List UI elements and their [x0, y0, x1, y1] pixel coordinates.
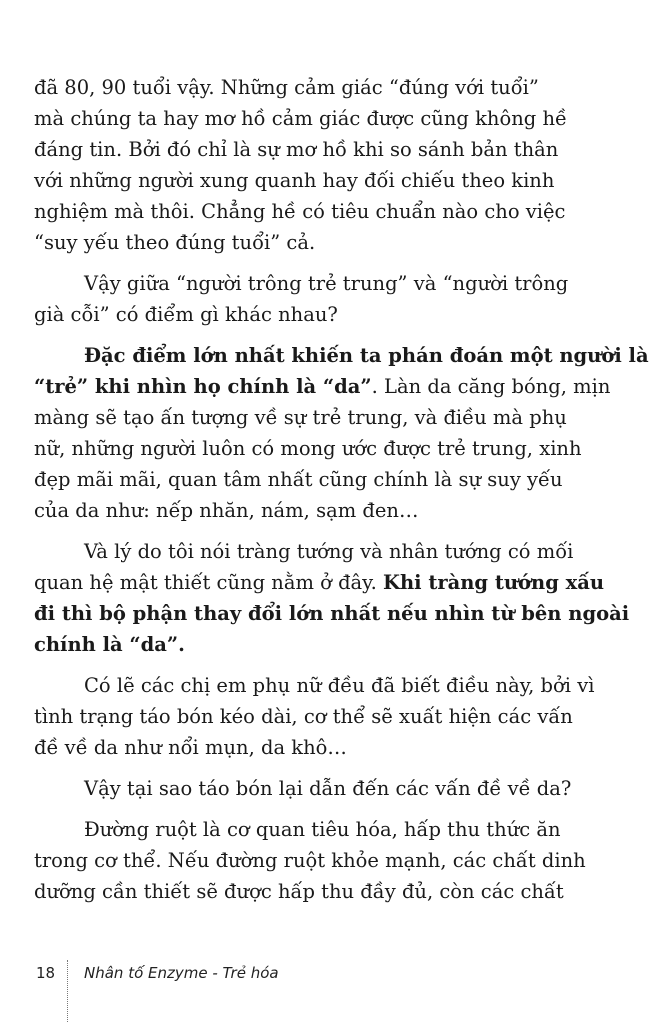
paragraph-6: [34, 773, 616, 804]
text-line: Đường ruột là cơ quan tiêu hóa, hấp thu thức ăn: [84, 818, 561, 841]
text-line: dưỡng cần thiết sẽ được hấp thu đầy đủ, còn các chất: [34, 880, 564, 903]
text-line: đáng tin. Bởi đó chỉ là sự mơ hồ khi so sánh bản thân: [34, 138, 559, 161]
text-line: “suy yếu theo đúng tuổi” cả.: [34, 231, 316, 254]
text-line: nữ, những người luôn có mong ước được trẻ trung, xinh: [34, 437, 582, 460]
text-line: đã 80, 90 tuổi vậy. Những cảm giác “đúng với tuổi”: [34, 76, 539, 99]
plain-text: quan hệ mật thiết cũng nằm ở đây.: [34, 571, 384, 594]
footer-divider: [67, 960, 68, 1022]
paragraph-1: [34, 72, 616, 258]
text-line: đề về da như nổi mụn, da khô…: [34, 736, 347, 759]
text-line: già cỗi” có điểm gì khác nhau?: [34, 303, 338, 326]
text-line: [34, 629, 616, 660]
bold-text: Đặc điểm lớn nhất khiến ta phán đoán một người là: [84, 344, 649, 367]
text-line: nghiệm mà thôi. Chẳng hề có tiêu chuẩn nào cho việc: [34, 200, 566, 223]
paragraph-4: [34, 536, 630, 660]
text-line: [34, 567, 616, 598]
text-line: màng sẽ tạo ấn tượng về sự trẻ trung, và điều mà phụ: [34, 406, 567, 429]
text-line: Vậy tại sao táo bón lại dẫn đến các vấn đề về da?: [84, 777, 572, 800]
text-line: đẹp mãi mãi, quan tâm nhất cũng chính là sự suy yếu: [34, 468, 563, 491]
text-line: [34, 598, 630, 629]
paragraph-7: [34, 814, 616, 907]
paragraph-2: [34, 268, 616, 330]
running-title: Nhân tố Enzyme - Trẻ hóa: [84, 964, 279, 982]
bold-text: chính là “da”.: [34, 633, 185, 656]
text-line: Và lý do tôi nói tràng tướng và nhân tướng có mối: [84, 540, 574, 563]
page-footer: [20, 960, 420, 1000]
text-line: tình trạng táo bón kéo dài, cơ thể sẽ xuất hiện các vấn: [34, 705, 573, 728]
bold-text: “trẻ” khi nhìn họ chính là “da”: [34, 375, 372, 398]
text-line: [34, 371, 616, 402]
paragraph-3: [34, 340, 649, 526]
paragraph-5: [34, 670, 616, 763]
text-line: Vậy giữa “người trông trẻ trung” và “người trông: [84, 272, 569, 295]
page-body: [34, 72, 649, 917]
bold-text: Khi tràng tướng xấu: [383, 571, 605, 594]
text-line: với những người xung quanh hay đối chiếu theo kinh: [34, 169, 555, 192]
plain-text: . Làn da căng bóng, mịn: [371, 375, 611, 398]
text-line: Có lẽ các chị em phụ nữ đều đã biết điều này, bởi vì: [84, 674, 595, 697]
page-number: 18: [36, 964, 56, 982]
text-line: của da như: nếp nhăn, nám, sạm đen…: [34, 499, 419, 522]
text-line: [34, 340, 649, 371]
bold-text: đi thì bộ phận thay đổi lớn nhất nếu nhìn từ bên ngoài: [34, 602, 630, 625]
text-line: mà chúng ta hay mơ hồ cảm giác được cũng không hề: [34, 107, 568, 130]
text-line: trong cơ thể. Nếu đường ruột khỏe mạnh, các chất dinh: [34, 849, 586, 872]
